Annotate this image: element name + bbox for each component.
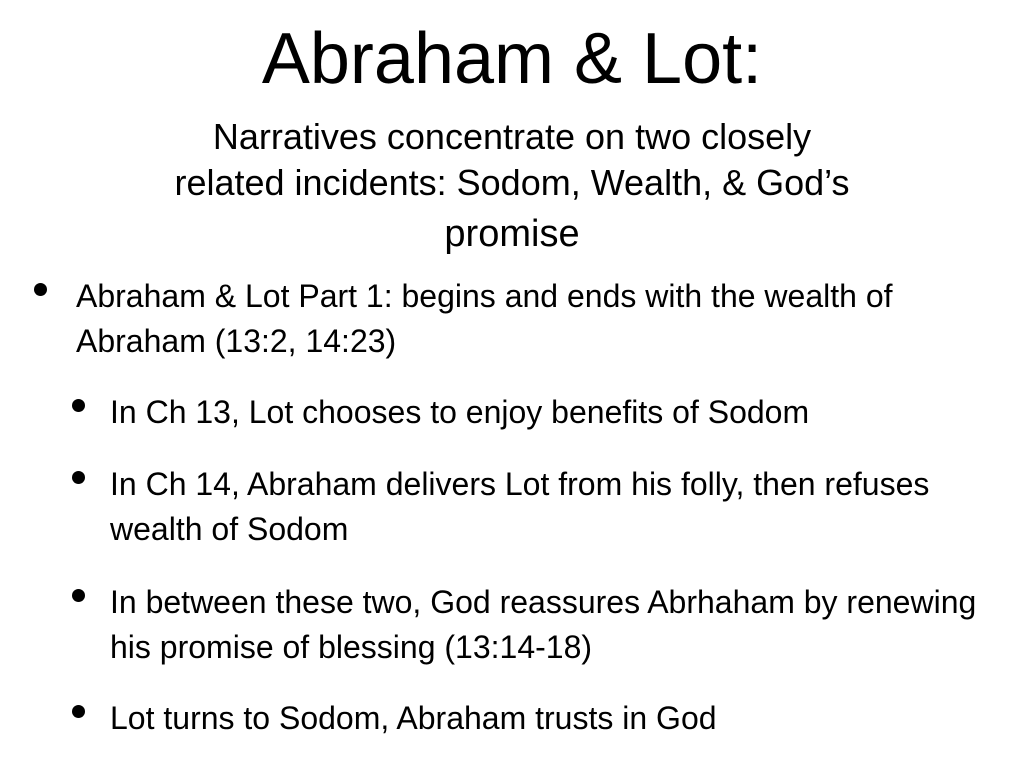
- slide-title: Abraham & Lot:: [261, 19, 763, 99]
- bullet-text: In Ch 14, Abraham delivers Lot from his folly, then refuses wealth of Sodom: [110, 466, 930, 547]
- subtitle-line-1: Narratives concentrate on two closely: [212, 116, 812, 157]
- sub-bullet-item-4: [110, 696, 1010, 741]
- sub-bullet-item-2: [110, 462, 1010, 552]
- bullet-text: Abraham & Lot Part 1: begins and ends with the wealth of Abraham (13:2, 14:23): [76, 278, 893, 359]
- bullet-text: Lot turns to Sodom, Abraham trusts in God: [110, 700, 717, 736]
- sub-bullet-item-1: [110, 390, 1010, 435]
- bullet-text: In between these two, God reassures Abrhaham by renewing his promise of blessing (13:14-18): [110, 584, 977, 665]
- bullet-dot-icon: [34, 283, 47, 296]
- bullet-dot-icon: [72, 399, 85, 412]
- bullet-dot-icon: [72, 705, 85, 718]
- subtitle-line-3: promise: [444, 213, 580, 255]
- bullet-text: In Ch 13, Lot chooses to enjoy benefits of Sodom: [110, 394, 810, 430]
- subtitle-line-2: related incidents: Sodom, Wealth, & God’s: [174, 162, 850, 203]
- slide-subtitle: [80, 114, 944, 262]
- bullet-dot-icon: [72, 471, 85, 484]
- sub-bullet-item-3: [110, 580, 1010, 670]
- bullet-item-1: [76, 274, 976, 364]
- bullet-dot-icon: [72, 589, 85, 602]
